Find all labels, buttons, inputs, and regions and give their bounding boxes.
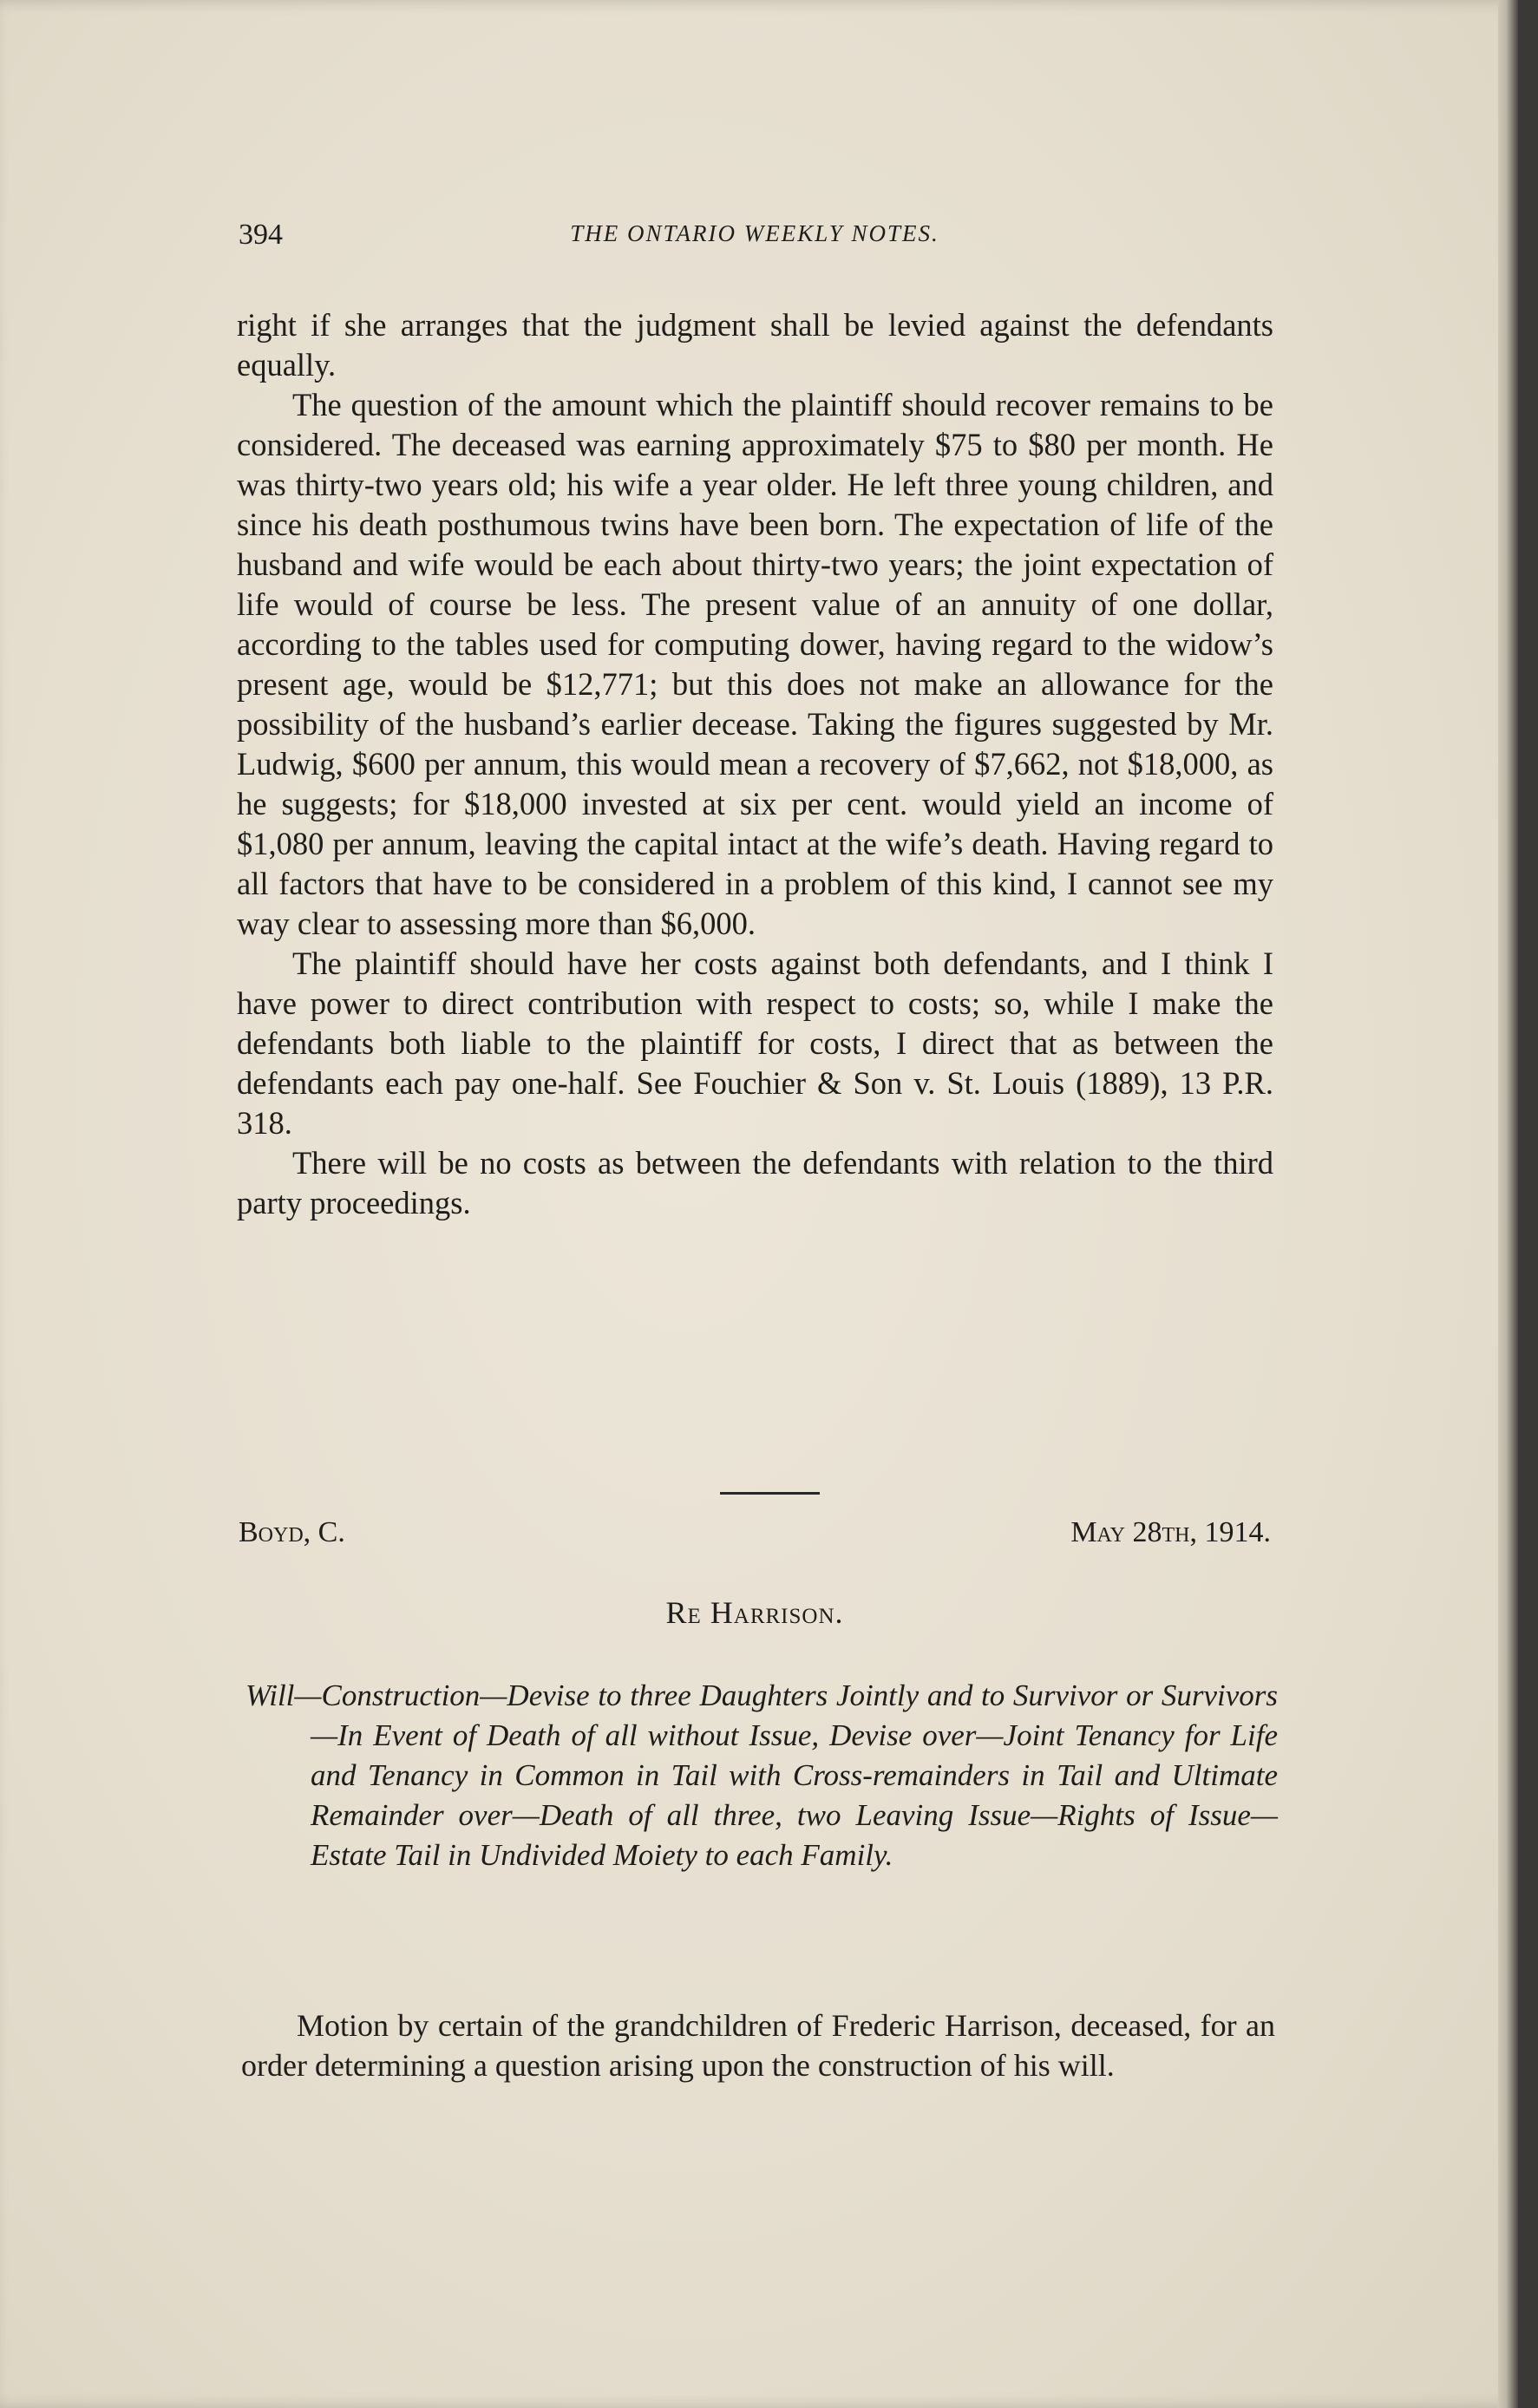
page-header [239, 219, 1271, 258]
decision-date: May 28th, 1914. [1070, 1516, 1271, 1548]
paragraph: The question of the amount which the plaintiff should recover remains to be considered. The deceased was earning approximately $75 to $80 per month. He was thirty-two years old; his wife a year older. He left three young children, and since his death posthumous twins have been born. The expectation of life of the husband and wife would be each about thirty-two years; the joint expectation of life would of course be less. The present value of an annuity of one dollar, according to the tables used for computing dower, having regard to the widow’s present age, would be $12,771; but this does not make an allowance for the possibility of the husband’s earlier decease. Taking the figures suggested by Mr. Ludwig, $600 per annum, this would mean a recovery of $7,662, not $18,000, as he suggests; for $18,000 invested at six per cent. would yield an income of $1,080 per annum, leaving the capital intact at the wife’s death. Having regard to all factors that have to be considered in a problem of this kind, I cannot see my way clear to assessing more than $6,000. [237, 387, 1273, 941]
page-number: 394 [239, 219, 283, 251]
case-title: Re Harrison. [665, 1595, 844, 1630]
running-head: THE ONTARIO WEEKLY NOTES. [570, 220, 939, 246]
judge-name: Boyd, C. [239, 1516, 345, 1548]
page-edge [1498, 0, 1518, 2408]
paragraph: right if she arranges that the judgment shall be levied against the defendants equally. [237, 307, 1273, 383]
motion-paragraph: Motion by certain of the grandchildren of Frederic Harrison, deceased, for an order determining a question arising upon the construction of his will. [241, 2008, 1275, 2083]
judge-date-line [239, 1516, 1271, 1556]
paragraph: The plaintiff should have her costs against both defendants, and I think I have power to direct contribution with respect to costs; so, while I make the defendants both liable to the plaintiff for costs, I direct that as between the defendants each pay one-half. See Fouchier & Son v. St. Louis (1889), 13 P.R. 318. [237, 946, 1273, 1141]
body-text [237, 305, 1273, 1223]
headnote: Will—Construction—Devise to three Daughters Jointly and to Survivor or Survivors—In Event of Death of all without Issue, Devise over—Joint Tenancy for Life and Tenancy in Common in Tail with Cross-remainders in Tail and Ultimate Remainder over—Death of all three, two Leaving Issue—Rights of Issue—Estate Tail in Undivided Moiety to each Family. [245, 1678, 1278, 1872]
section-divider [720, 1492, 820, 1495]
paragraph: There will be no costs as between the defendants with relation to the third party proceedings. [237, 1145, 1273, 1220]
